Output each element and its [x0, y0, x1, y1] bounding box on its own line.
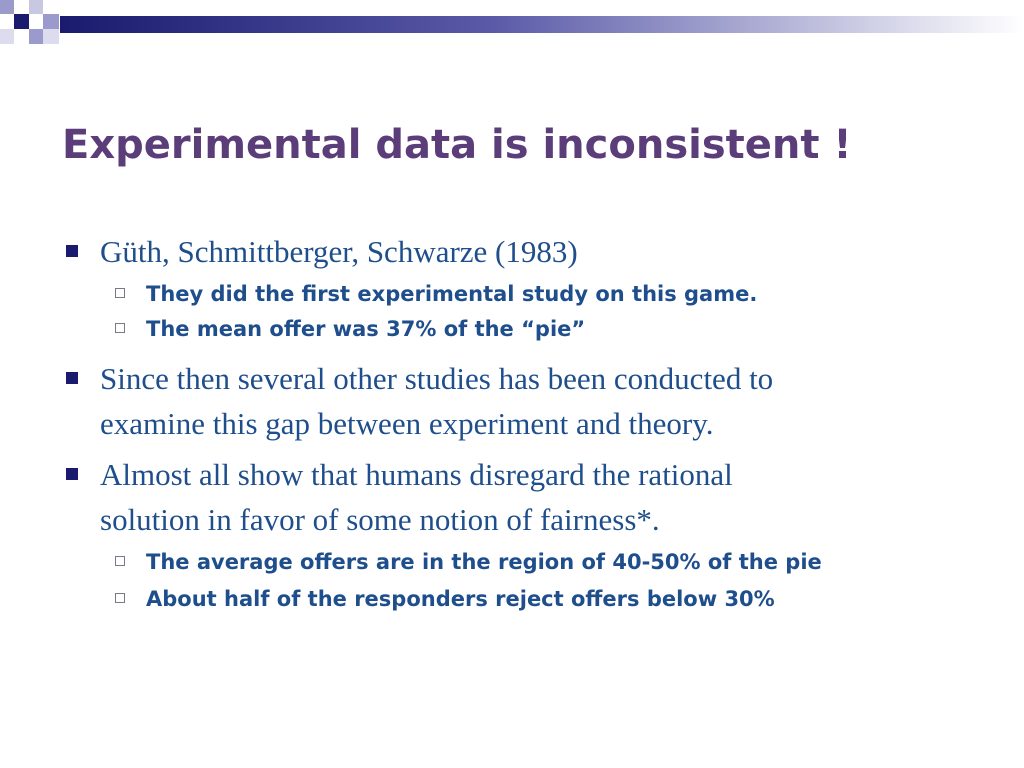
bullet-text-line: solution in favor of some notion of fairness*.	[100, 502, 660, 537]
sub-bullet-item	[146, 315, 1006, 343]
sub-bullet-item	[146, 280, 1006, 308]
bullet-text-line: Since then several other studies has been conducted to	[100, 361, 774, 396]
slide-title: Experimental data is inconsistent !	[62, 122, 852, 168]
sub-bullet-item	[146, 585, 1006, 613]
square-bullet-icon	[66, 372, 78, 384]
hollow-square-bullet-icon	[115, 593, 125, 603]
bullet-item	[100, 229, 980, 274]
hollow-square-bullet-icon	[115, 556, 125, 566]
sub-bullet-text: About half of the responders reject offers below 30%	[146, 587, 775, 611]
bullet-text: Güth, Schmittberger, Schwarze (1983)	[100, 234, 578, 269]
hollow-square-bullet-icon	[115, 288, 125, 298]
sub-bullet-text: The mean offer was 37% of the “pie”	[146, 317, 586, 341]
square-bullet-icon	[66, 245, 78, 257]
bullet-item	[100, 452, 980, 542]
sub-bullet-text: They did the first experimental study on this game.	[146, 282, 758, 306]
bullet-item	[100, 356, 980, 446]
square-bullet-icon	[66, 468, 78, 480]
sub-bullet-text: The average offers are in the region of 40-50% of the pie	[146, 550, 822, 574]
sub-bullet-item	[146, 548, 1006, 576]
bullet-text-line: Almost all show that humans disregard the rational	[100, 457, 733, 492]
hollow-square-bullet-icon	[115, 323, 125, 333]
bullet-text-line: examine this gap between experiment and theory.	[100, 406, 714, 441]
